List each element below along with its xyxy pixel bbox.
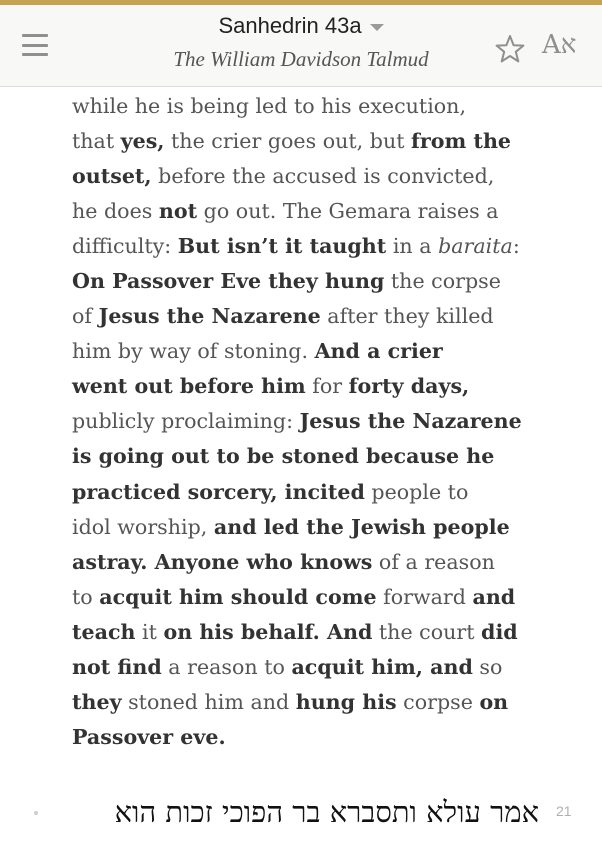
bold-run: on his behalf. And (163, 619, 373, 644)
bold-run: and (472, 584, 516, 609)
bold-run: went out before him (72, 374, 306, 399)
text-run: the crier goes out, but (164, 129, 412, 154)
translation-line (72, 369, 530, 404)
next-segment-row[interactable] (0, 790, 602, 835)
text-run: go out. The Gemara raises a (197, 199, 499, 224)
translation-line (72, 650, 530, 685)
text-run: that (72, 129, 121, 154)
bold-run: yes, (120, 129, 165, 154)
translation-text (72, 89, 530, 755)
text-run: of (72, 304, 99, 329)
text-run: idol worship, (72, 514, 214, 539)
translation-line (72, 229, 530, 264)
text-run: : (512, 234, 520, 259)
bold-run: not (158, 199, 198, 224)
bold-run: hung his (295, 689, 397, 714)
translation-line (72, 615, 530, 650)
italic-run: baraita (438, 234, 513, 259)
text-run: stoned him and (121, 689, 296, 714)
chevron-down-icon (370, 24, 384, 31)
translation-line (72, 264, 530, 299)
text-run: to (72, 584, 100, 609)
translation-line (72, 580, 530, 615)
bold-run: did (481, 619, 518, 644)
bold-run: and led the Jewish people (213, 514, 510, 539)
text-run: a reason to (161, 654, 292, 679)
text-run: while he is being led to his execution, (72, 94, 466, 118)
translation-line (72, 334, 530, 369)
bold-run: from the (411, 129, 512, 154)
bold-run: And a crier (314, 339, 443, 364)
translation-line (72, 124, 530, 159)
text-run: in a (386, 234, 439, 259)
bold-run: forty days, (348, 374, 470, 399)
text-run: so (472, 654, 503, 679)
text-run: he does (72, 199, 159, 224)
text-run: after they killed (320, 304, 494, 329)
hamburger-menu-icon[interactable] (22, 34, 48, 56)
translation-line (72, 439, 530, 474)
title-block (120, 11, 482, 73)
text-run: him by way of stoning. (72, 339, 315, 364)
translation-line (72, 685, 530, 720)
translation-line (72, 299, 530, 334)
bold-run: astray. Anyone who knows (72, 549, 373, 574)
translation-line (72, 159, 530, 194)
text-run: corpse (396, 689, 480, 714)
text-run: publicly proclaiming: (72, 409, 300, 434)
title-dropdown[interactable] (218, 11, 383, 41)
text-run: before the accused is convicted, (151, 164, 495, 189)
bold-run: outset, (72, 164, 152, 189)
text-run: the court (372, 619, 482, 644)
bold-run: acquit him should come (99, 584, 377, 609)
bold-run: Jesus the Nazarene (299, 409, 522, 434)
bold-run: On Passover Eve they hung (72, 269, 385, 294)
page-subtitle: The William Davidson Talmud (173, 47, 429, 71)
text-run: it (135, 619, 164, 644)
star-icon[interactable] (494, 33, 526, 65)
text-run: people to (364, 479, 469, 504)
menu-icon-bar (22, 44, 48, 47)
page-title: Sanhedrin 43a (218, 13, 362, 38)
bold-run: teach (72, 619, 136, 644)
segment-number: 21 (556, 803, 572, 819)
bold-run: Jesus the Nazarene (98, 304, 321, 329)
bold-run: is going out to be stoned because he (72, 444, 495, 469)
translation-line (72, 545, 530, 580)
text-run: the corpse (384, 269, 501, 294)
menu-icon-bar (22, 53, 48, 56)
bold-run: But isn’t it taught (177, 234, 387, 259)
text-run: for (305, 374, 349, 399)
bold-run: they (72, 689, 122, 714)
text-run: forward (376, 584, 473, 609)
bold-run: practiced sorcery, incited (72, 479, 365, 504)
translation-line (72, 89, 530, 124)
text-run: difficulty: (72, 234, 178, 259)
reader-header (0, 5, 602, 87)
translation-line (72, 194, 530, 229)
translation-line (72, 475, 530, 510)
bold-run: Passover eve. (72, 724, 226, 749)
text-run: of a reason (372, 549, 495, 574)
language-toggle-icon[interactable]: Aא (542, 30, 577, 60)
translation-line (72, 720, 530, 755)
bold-run: not find (72, 654, 162, 679)
menu-icon-bar (22, 34, 48, 37)
bold-run: acquit him, and (291, 654, 473, 679)
translation-line (72, 510, 530, 545)
segment-marker-dot (34, 811, 38, 815)
translation-line (72, 404, 530, 439)
bold-run: on (479, 689, 509, 714)
hebrew-segment-text: אמר עולא ותסברא בר הפוכי זכות הוא (114, 795, 539, 829)
